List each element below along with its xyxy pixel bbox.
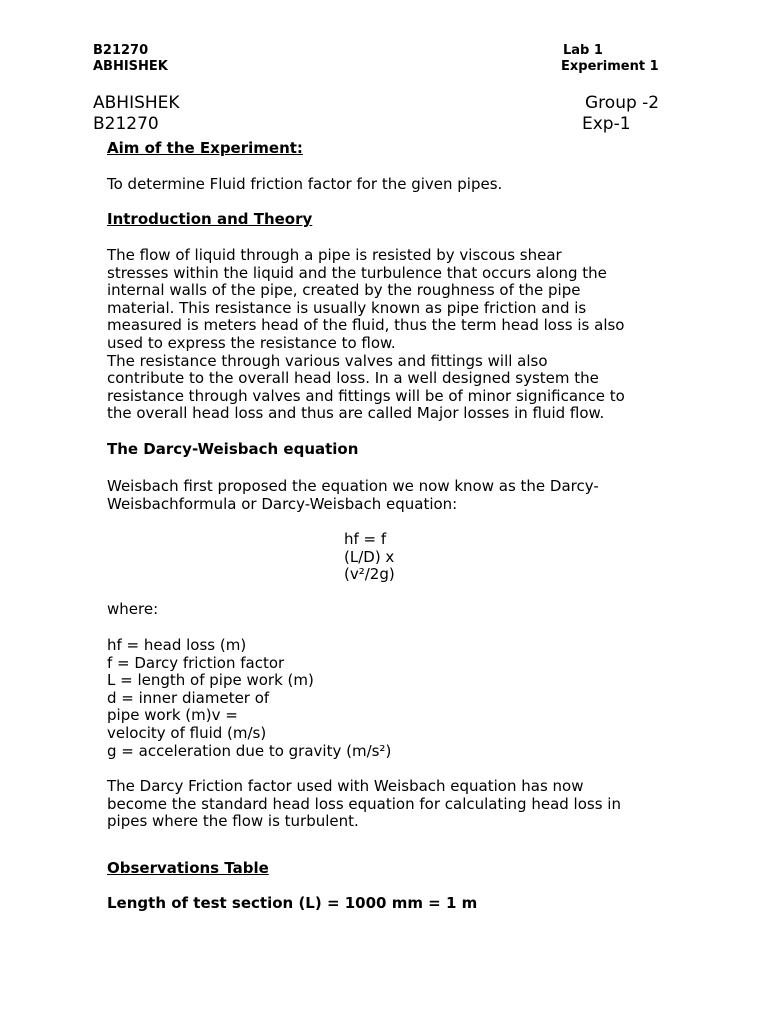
- definitions-list: [107, 637, 391, 760]
- intro-line: resistance through valves and fittings will be of minor significance to: [107, 386, 625, 405]
- intro-line: used to express the resistance to flow.: [107, 333, 396, 352]
- title-name: ABHISHEK: [93, 93, 180, 113]
- intro-line: The flow of liquid through a pipe is resisted by viscous shear: [107, 246, 562, 264]
- darcy-heading: The Darcy-Weisbach equation: [107, 440, 359, 458]
- intro-line: contribute to the overall head loss. In a well designed system the: [107, 369, 599, 388]
- equation-line: (v²/2g): [344, 565, 395, 584]
- title-id: B21270: [93, 114, 159, 134]
- darcy-closing: [107, 778, 621, 831]
- title-exp: Exp-1: [582, 114, 631, 134]
- intro-line: the overall head loss and thus are called Major losses in fluid flow.: [107, 404, 605, 423]
- darcy-intro-line: Weisbach first proposed the equation we now know as the Darcy-: [107, 477, 599, 495]
- observations-heading: Observations Table: [107, 859, 269, 877]
- closing-line: pipes where the flow is turbulent.: [107, 812, 359, 831]
- header-name: ABHISHEK: [93, 59, 168, 74]
- definition-line: hf = head loss (m): [107, 636, 247, 654]
- header-id: B21270: [93, 43, 149, 58]
- intro-line: internal walls of the pipe, created by the roughness of the pipe: [107, 281, 581, 300]
- darcy-intro-line: Weisbachformula or Darcy-Weisbach equation:: [107, 494, 458, 513]
- aim-heading: Aim of the Experiment:: [107, 139, 303, 157]
- definition-line: f = Darcy friction factor: [107, 653, 285, 672]
- equation-line: (L/D) x: [344, 547, 395, 566]
- definition-line: pipe work (m)v =: [107, 706, 238, 725]
- intro-paragraph: [107, 247, 625, 423]
- aim-text: To determine Fluid friction factor for the given pipes.: [107, 175, 503, 193]
- intro-line: measured is meters head of the fluid, thus the term head loss is also: [107, 316, 625, 335]
- darcy-intro: [107, 478, 599, 513]
- header-experiment: Experiment 1: [561, 59, 659, 74]
- test-section-length: Length of test section (L) = 1000 mm = 1 m: [107, 894, 478, 912]
- intro-heading: Introduction and Theory: [107, 210, 313, 228]
- intro-line: material. This resistance is usually known as pipe friction and is: [107, 298, 587, 317]
- equation: [344, 531, 395, 584]
- intro-line: The resistance through various valves and fittings will also: [107, 351, 548, 370]
- definition-line: velocity of fluid (m/s): [107, 723, 267, 742]
- definition-line: L = length of pipe work (m): [107, 671, 314, 690]
- closing-line: become the standard head loss equation for calculating head loss in: [107, 794, 621, 813]
- closing-line: The Darcy Friction factor used with Weisbach equation has now: [107, 777, 584, 795]
- equation-line: hf = f: [344, 530, 387, 548]
- definition-line: g = acceleration due to gravity (m/s²): [107, 741, 392, 760]
- definition-line: d = inner diameter of: [107, 688, 270, 707]
- header-lab: Lab 1: [563, 43, 603, 58]
- intro-line: stresses within the liquid and the turbulence that occurs along the: [107, 263, 607, 282]
- title-group: Group -2: [585, 93, 660, 113]
- where-label: where:: [107, 600, 159, 618]
